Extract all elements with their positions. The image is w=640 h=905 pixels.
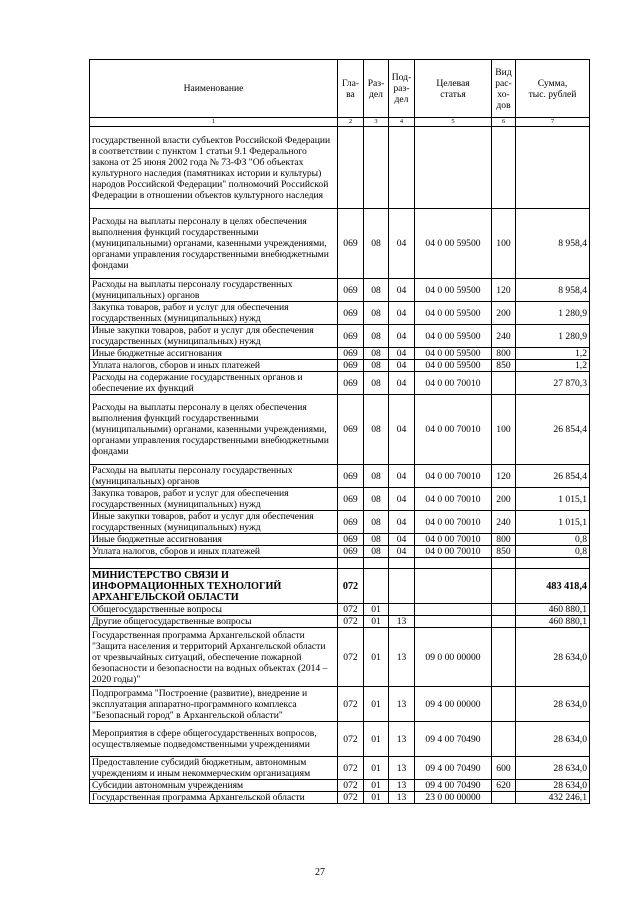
- table-row: [90, 687, 590, 722]
- table-row: [90, 511, 590, 534]
- row-podrazdel: 13: [389, 628, 415, 687]
- row-name: Уплата налогов, сборов и иных платежей: [90, 360, 338, 372]
- row-razdel: 08: [364, 279, 389, 302]
- row-podrazdel: [389, 604, 415, 616]
- row-glava: 072: [338, 616, 364, 628]
- row-vid: [492, 372, 516, 395]
- row-name: Иные бюджетные ассигнования: [90, 348, 338, 360]
- row-article: 09 0 00 00000: [415, 628, 492, 687]
- header-row: [90, 60, 590, 118]
- row-name: Субсидии автономным учреждениям: [90, 780, 338, 792]
- row-article: 09 4 00 70490: [415, 722, 492, 757]
- row-razdel: 01: [364, 722, 389, 757]
- row-podrazdel: 13: [389, 687, 415, 722]
- table-row: [90, 569, 590, 604]
- column-number: 2: [338, 118, 364, 127]
- row-name: Мероприятия в сфере общегосударственных вопросов, осуществляемые подведомственными учреждениями: [90, 722, 338, 757]
- row-glava: [338, 127, 364, 209]
- row-sum: 460 880,1: [516, 604, 590, 616]
- row-article: 04 0 00 70010: [415, 372, 492, 395]
- row-podrazdel: [389, 127, 415, 209]
- table-row: [90, 395, 590, 465]
- row-name: Другие общегосударственные вопросы: [90, 616, 338, 628]
- table-row: [90, 792, 590, 804]
- row-razdel: 01: [364, 604, 389, 616]
- row-razdel: 08: [364, 511, 389, 534]
- table-row: [90, 757, 590, 780]
- row-article: 04 0 00 70010: [415, 546, 492, 558]
- row-name: Расходы на выплаты персоналу в целях обеспечения выполнения функций государственными (муниципальными) органами, казенными учреждениями, органами управления государственными внебюджетными фондами: [90, 209, 338, 279]
- table-row: [90, 360, 590, 372]
- row-sum: 0,8: [516, 534, 590, 546]
- header-name: Наименование: [90, 60, 338, 118]
- row-glava: 072: [338, 569, 364, 604]
- table-row: [90, 534, 590, 546]
- row-article: 09 4 00 70490: [415, 780, 492, 792]
- row-podrazdel: 04: [389, 372, 415, 395]
- row-vid: [492, 687, 516, 722]
- row-name: Закупка товаров, работ и услуг для обеспечения государственных (муниципальных) нужд: [90, 488, 338, 511]
- row-name: МИНИСТЕРСТВО СВЯЗИ И ИНФОРМАЦИОННЫХ ТЕХНОЛОГИЙ АРХАНГЕЛЬСКОЙ ОБЛАСТИ: [90, 569, 338, 604]
- row-vid: [492, 569, 516, 604]
- row-razdel: 08: [364, 395, 389, 465]
- row-name: Уплата налогов, сборов и иных платежей: [90, 546, 338, 558]
- row-name: Иные закупки товаров, работ и услуг для обеспечения государственных (муниципальных) нужд: [90, 325, 338, 348]
- row-podrazdel: 04: [389, 465, 415, 488]
- row-razdel: 08: [364, 302, 389, 325]
- row-podrazdel: 04: [389, 279, 415, 302]
- row-article: 04 0 00 59500: [415, 348, 492, 360]
- row-glava: 069: [338, 395, 364, 465]
- row-sum: 1 280,9: [516, 325, 590, 348]
- row-article: 04 0 00 70010: [415, 488, 492, 511]
- table-row: [90, 209, 590, 279]
- row-article: [415, 604, 492, 616]
- row-razdel: 01: [364, 628, 389, 687]
- row-razdel: 08: [364, 348, 389, 360]
- row-vid: [492, 792, 516, 804]
- row-razdel: 01: [364, 792, 389, 804]
- row-podrazdel: 04: [389, 302, 415, 325]
- row-glava: 069: [338, 372, 364, 395]
- row-article: 09 4 00 00000: [415, 687, 492, 722]
- row-razdel: [364, 558, 389, 569]
- row-podrazdel: 13: [389, 757, 415, 780]
- table-row: [90, 616, 590, 628]
- row-vid: [492, 722, 516, 757]
- row-sum: 0,8: [516, 546, 590, 558]
- table-row: [90, 348, 590, 360]
- row-vid: 200: [492, 302, 516, 325]
- row-podrazdel: 04: [389, 488, 415, 511]
- budget-table: [89, 59, 590, 804]
- row-podrazdel: 04: [389, 546, 415, 558]
- row-razdel: 08: [364, 534, 389, 546]
- header-razdel: Раз- дел: [364, 60, 389, 118]
- row-name: Расходы на содержание государственных органов и обеспечение их функций: [90, 372, 338, 395]
- row-article: 04 0 00 59500: [415, 279, 492, 302]
- row-vid: 240: [492, 511, 516, 534]
- row-glava: 069: [338, 209, 364, 279]
- row-sum: 28 634,0: [516, 722, 590, 757]
- row-vid: 100: [492, 209, 516, 279]
- row-glava: 069: [338, 360, 364, 372]
- row-article: 04 0 00 70010: [415, 511, 492, 534]
- row-article: [415, 558, 492, 569]
- row-razdel: 01: [364, 780, 389, 792]
- table-row: [90, 279, 590, 302]
- row-article: 09 4 00 70490: [415, 757, 492, 780]
- row-podrazdel: 04: [389, 360, 415, 372]
- row-vid: [492, 616, 516, 628]
- row-glava: 069: [338, 465, 364, 488]
- row-name: Иные закупки товаров, работ и услуг для обеспечения государственных (муниципальных) нужд: [90, 511, 338, 534]
- row-podrazdel: 04: [389, 395, 415, 465]
- row-glava: 069: [338, 511, 364, 534]
- row-glava: 072: [338, 792, 364, 804]
- row-name: Закупка товаров, работ и услуг для обеспечения государственных (муниципальных) нужд: [90, 302, 338, 325]
- row-article: 04 0 00 59500: [415, 302, 492, 325]
- row-podrazdel: [389, 558, 415, 569]
- row-name: Общегосударственные вопросы: [90, 604, 338, 616]
- row-razdel: 01: [364, 616, 389, 628]
- row-razdel: 08: [364, 465, 389, 488]
- row-name: Государственная программа Архангельской области: [90, 792, 338, 804]
- row-sum: [516, 127, 590, 209]
- row-sum: 28 634,0: [516, 780, 590, 792]
- row-podrazdel: 04: [389, 209, 415, 279]
- header-article: Целевая статья: [415, 60, 492, 118]
- row-name: Расходы на выплаты персоналу государственных (муниципальных) органов: [90, 465, 338, 488]
- table-row: [90, 546, 590, 558]
- row-sum: 483 418,4: [516, 569, 590, 604]
- column-number: 4: [389, 118, 415, 127]
- row-vid: 600: [492, 757, 516, 780]
- row-vid: 800: [492, 348, 516, 360]
- row-article: 04 0 00 70010: [415, 465, 492, 488]
- row-glava: 072: [338, 604, 364, 616]
- row-razdel: [364, 127, 389, 209]
- row-sum: 1 280,9: [516, 302, 590, 325]
- table-row: [90, 780, 590, 792]
- row-vid: 620: [492, 780, 516, 792]
- row-name: Расходы на выплаты персоналу государственных (муниципальных) органов: [90, 279, 338, 302]
- table-row: [90, 325, 590, 348]
- row-sum: 8 958,4: [516, 209, 590, 279]
- header-vid: Вид рас- хо- дов: [492, 60, 516, 118]
- row-article: [415, 127, 492, 209]
- row-name: Подпрограмма "Построение (развитие), внедрение и эксплуатация аппаратно-программного комплекса "Безопасный город" в Архангельской области": [90, 687, 338, 722]
- row-name: Расходы на выплаты персоналу в целях обеспечения выполнения функций государственными (муниципальными) органами, казенными учреждениями, органами управления государственными внебюджетными фондами: [90, 395, 338, 465]
- column-number: 1: [90, 118, 338, 127]
- row-sum: 1 015,1: [516, 511, 590, 534]
- row-razdel: 08: [364, 209, 389, 279]
- row-sum: 432 246,1: [516, 792, 590, 804]
- row-razdel: 08: [364, 372, 389, 395]
- row-vid: [492, 604, 516, 616]
- row-name: [90, 558, 338, 569]
- row-podrazdel: 13: [389, 722, 415, 757]
- row-article: 23 0 00 00000: [415, 792, 492, 804]
- row-glava: [338, 558, 364, 569]
- column-number-row: [90, 118, 590, 127]
- row-glava: 069: [338, 546, 364, 558]
- row-name: Государственная программа Архангельской области "Защита населения и территорий Архангельской области от чрезвычайных ситуаций, обеспечение пожарной безопасности и безопасности на водных объектах (2014 – 2020 годы)": [90, 628, 338, 687]
- row-sum: 1,2: [516, 360, 590, 372]
- row-razdel: 08: [364, 546, 389, 558]
- table-row: [90, 628, 590, 687]
- row-podrazdel: 04: [389, 511, 415, 534]
- row-name: государственной власти субъектов Российской Федерации в соответствии с пунктом 1 статьи 9.1 Федерального закона от 25 июня 2002 года № 73-ФЗ "Об объектах культурного наследия (памятниках истории и культуры) народов Российской Федерации" полномочий Российской Федерации в отношении объектов культурного наследия: [90, 127, 338, 209]
- row-sum: 1,2: [516, 348, 590, 360]
- row-podrazdel: 13: [389, 792, 415, 804]
- row-article: [415, 569, 492, 604]
- row-glava: 069: [338, 488, 364, 511]
- row-vid: [492, 628, 516, 687]
- table-row: [90, 372, 590, 395]
- row-razdel: 01: [364, 757, 389, 780]
- row-vid: 240: [492, 325, 516, 348]
- row-sum: 28 634,0: [516, 628, 590, 687]
- row-glava: 072: [338, 628, 364, 687]
- row-article: 04 0 00 70010: [415, 395, 492, 465]
- row-glava: 072: [338, 722, 364, 757]
- table-row: [90, 488, 590, 511]
- row-vid: 120: [492, 465, 516, 488]
- row-glava: 069: [338, 302, 364, 325]
- row-razdel: [364, 569, 389, 604]
- column-number: 7: [516, 118, 590, 127]
- row-glava: 069: [338, 348, 364, 360]
- row-article: 04 0 00 59500: [415, 209, 492, 279]
- row-sum: [516, 558, 590, 569]
- row-podrazdel: 04: [389, 325, 415, 348]
- row-razdel: 08: [364, 325, 389, 348]
- row-glava: 069: [338, 325, 364, 348]
- row-name: Иные бюджетные ассигнования: [90, 534, 338, 546]
- row-vid: [492, 127, 516, 209]
- row-podrazdel: 13: [389, 780, 415, 792]
- row-glava: 069: [338, 534, 364, 546]
- row-sum: 26 854,4: [516, 465, 590, 488]
- row-glava: 072: [338, 757, 364, 780]
- row-podrazdel: 04: [389, 348, 415, 360]
- row-vid: 800: [492, 534, 516, 546]
- column-number: 3: [364, 118, 389, 127]
- row-vid: 120: [492, 279, 516, 302]
- row-glava: 072: [338, 687, 364, 722]
- row-sum: 28 634,0: [516, 687, 590, 722]
- table-row: [90, 127, 590, 209]
- row-vid: 850: [492, 546, 516, 558]
- row-razdel: 08: [364, 360, 389, 372]
- row-article: [415, 616, 492, 628]
- row-sum: 28 634,0: [516, 757, 590, 780]
- row-article: 04 0 00 70010: [415, 534, 492, 546]
- table-row: [90, 722, 590, 757]
- row-vid: [492, 558, 516, 569]
- column-number: 6: [492, 118, 516, 127]
- row-glava: 069: [338, 279, 364, 302]
- row-name: Предоставление субсидий бюджетным, автономным учреждениям и иным некоммерческим организациям: [90, 757, 338, 780]
- row-sum: 26 854,4: [516, 395, 590, 465]
- row-vid: 100: [492, 395, 516, 465]
- row-podrazdel: [389, 569, 415, 604]
- row-glava: 072: [338, 780, 364, 792]
- row-sum: 8 958,4: [516, 279, 590, 302]
- row-podrazdel: 04: [389, 534, 415, 546]
- row-vid: 200: [492, 488, 516, 511]
- row-sum: 27 870,3: [516, 372, 590, 395]
- row-sum: 1 015,1: [516, 488, 590, 511]
- row-podrazdel: 13: [389, 616, 415, 628]
- row-razdel: 08: [364, 488, 389, 511]
- row-razdel: 01: [364, 687, 389, 722]
- row-vid: 850: [492, 360, 516, 372]
- header-glava: Гла- ва: [338, 60, 364, 118]
- header-podrazdel: Под- раз- дел: [389, 60, 415, 118]
- row-sum: 460 880,1: [516, 616, 590, 628]
- page-number: 27: [315, 867, 325, 878]
- header-sum: Сумма, тыс. рублей: [516, 60, 590, 118]
- row-article: 04 0 00 59500: [415, 360, 492, 372]
- table-row: [90, 465, 590, 488]
- table-row: [90, 302, 590, 325]
- row-article: 04 0 00 59500: [415, 325, 492, 348]
- table-row: [90, 604, 590, 616]
- column-number: 5: [415, 118, 492, 127]
- table-row: [90, 558, 590, 569]
